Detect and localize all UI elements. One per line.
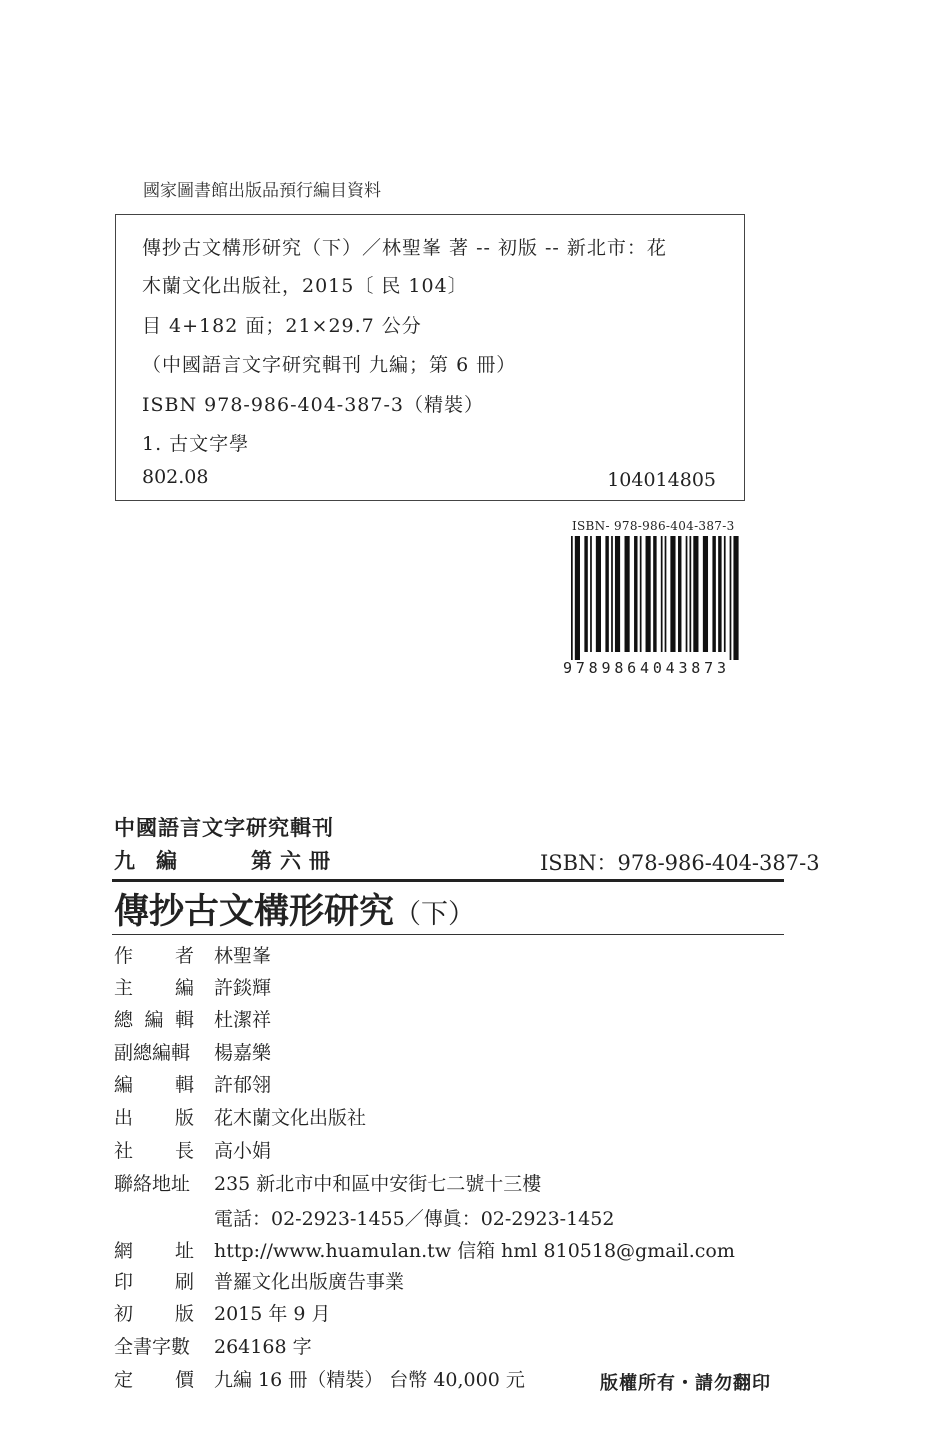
series-edition: 九 編 <box>114 849 177 873</box>
credit-value: 2015 年 9 月 <box>214 1303 331 1325</box>
barcode-bar <box>686 536 688 652</box>
credit-value: 普羅文化出版廣告事業 <box>214 1271 405 1293</box>
cip-record-box <box>115 214 745 501</box>
barcode-bar <box>584 536 587 652</box>
credit-value: 高小娟 <box>214 1140 272 1162</box>
barcode-bar <box>724 536 726 652</box>
credit-label-text: 價 <box>174 1369 194 1391</box>
barcode-bar <box>575 536 580 660</box>
credit-label <box>114 1365 194 1392</box>
barcode-bar <box>693 536 698 652</box>
credit-label <box>114 973 194 1000</box>
barcode-bar <box>590 536 592 652</box>
credit-value: 許郁翎 <box>214 1074 272 1096</box>
copyright-notice: 版權所有・請勿翻印 <box>600 1373 771 1394</box>
credit-label <box>114 1267 194 1294</box>
credit-label <box>114 1236 194 1263</box>
cip-line-isbn: ISBN 978-986-404-387-3（精裝） <box>142 394 484 416</box>
barcode-bar <box>678 536 681 652</box>
credit-label-text: 社 <box>114 1140 134 1162</box>
credit-label-text: 定 <box>114 1369 134 1391</box>
barcode-bar <box>730 536 732 660</box>
credit-value: 花木蘭文化出版社 <box>214 1107 367 1129</box>
barcode-bar <box>703 536 708 652</box>
barcode-bar <box>665 536 667 652</box>
cip-line-subject: 1. 古文字學 <box>142 433 250 455</box>
barcode-bar <box>661 536 663 652</box>
cip-record-number: 104014805 <box>607 469 716 491</box>
cip-line-title: 傳抄古文構形研究（下）／林聖峯 著 -- 初版 -- 新北市：花 <box>142 237 667 259</box>
cip-line-series: （中國語言文字研究輯刊 九編；第 6 冊） <box>142 354 517 376</box>
barcode-isbn-label: ISBN- 978-986-404-387-3 <box>572 519 735 533</box>
credit-label <box>114 1038 194 1065</box>
barcode-bar <box>646 536 651 652</box>
credit-label-text: 者 <box>174 945 194 967</box>
barcode-bar <box>605 536 608 652</box>
credit-label <box>114 941 194 968</box>
credit-value: 九編 16 冊（精裝） 台幣 40,000 元 <box>214 1369 525 1391</box>
credit-value: 許錟輝 <box>214 977 272 999</box>
barcode-bar <box>596 536 601 652</box>
book-title <box>114 884 475 934</box>
book-title-suffix: （下） <box>394 899 476 930</box>
barcode-bar <box>571 536 573 660</box>
barcode-bar <box>670 536 675 652</box>
cip-line-publisher: 木蘭文化出版社，2015〔 民 104〕 <box>142 275 468 297</box>
barcode-bar <box>712 536 715 652</box>
credit-label-text: 輯 <box>174 1074 194 1096</box>
credit-label <box>114 1299 194 1326</box>
isbn-main: ISBN：978-986-404-387-3 <box>540 851 820 875</box>
credit-label-text: 主 <box>114 977 134 999</box>
credit-label <box>114 1169 194 1196</box>
series-volume: 第六冊 <box>251 849 338 873</box>
barcode-bar <box>625 536 630 652</box>
cip-class-number: 802.08 <box>142 466 209 488</box>
credit-label <box>114 1005 194 1032</box>
credit-label-text: 刷 <box>174 1271 194 1293</box>
series-title: 中國語言文字研究輯刊 <box>114 816 334 840</box>
divider-thick <box>112 879 784 882</box>
cip-header: 國家圖書館出版品預行編目資料 <box>143 181 381 201</box>
cip-line-pages: 目 4+182 面；21×29.7 公分 <box>142 315 422 337</box>
barcode-bar <box>689 536 691 652</box>
credit-label <box>114 1136 194 1163</box>
credit-value: 264168 字 <box>214 1336 312 1358</box>
credit-label <box>114 1332 194 1359</box>
credit-label-text: 輯 <box>174 1009 194 1031</box>
credit-label-text: 副總編輯 <box>114 1042 191 1064</box>
credit-label-text: 總 <box>114 1009 134 1031</box>
barcode-bar <box>733 536 738 660</box>
barcode-bar <box>634 536 637 652</box>
barcode-bar <box>611 536 613 652</box>
credit-label-text: 編 <box>144 1009 164 1031</box>
credit-label-text: 作 <box>114 945 134 967</box>
credit-label-text: 版 <box>174 1107 194 1129</box>
barcode-bar <box>718 536 721 652</box>
credit-label-text: 初 <box>114 1303 134 1325</box>
book-title-main: 傳抄古文構形研究 <box>114 891 395 932</box>
credit-label-text: 版 <box>174 1303 194 1325</box>
credit-label-text: 網 <box>114 1240 134 1262</box>
credit-label <box>114 1103 194 1130</box>
credit-label-text: 全書字數 <box>114 1336 191 1358</box>
credit-label-text: 編 <box>174 977 194 999</box>
credit-value: 林聖峯 <box>214 945 272 967</box>
credit-value: 電話：02-2923-1455／傳眞：02-2923-1452 <box>214 1208 615 1230</box>
credit-value: 杜潔祥 <box>214 1009 272 1031</box>
credit-label-text: 出 <box>114 1107 134 1129</box>
barcode-digits: 9789864043873 <box>563 659 730 677</box>
barcode-bar <box>615 536 620 652</box>
credit-label-text: 長 <box>174 1140 194 1162</box>
credit-label-text: 址 <box>174 1240 194 1262</box>
isbn-barcode <box>571 536 743 660</box>
credit-label-text: 編 <box>114 1074 134 1096</box>
barcode-bar <box>640 536 642 652</box>
divider-thin <box>112 934 784 935</box>
credit-label <box>114 1070 194 1097</box>
credit-label-text: 印 <box>114 1271 134 1293</box>
barcode-bar <box>653 536 656 652</box>
credit-value: 楊嘉樂 <box>214 1042 272 1064</box>
credit-label-text: 聯絡地址 <box>114 1173 191 1195</box>
credit-value: 235 新北市中和區中安街七二號十三樓 <box>214 1173 542 1195</box>
credit-value: http://www.huamulan.tw 信箱 hml 810518@gmail.com <box>214 1240 735 1262</box>
